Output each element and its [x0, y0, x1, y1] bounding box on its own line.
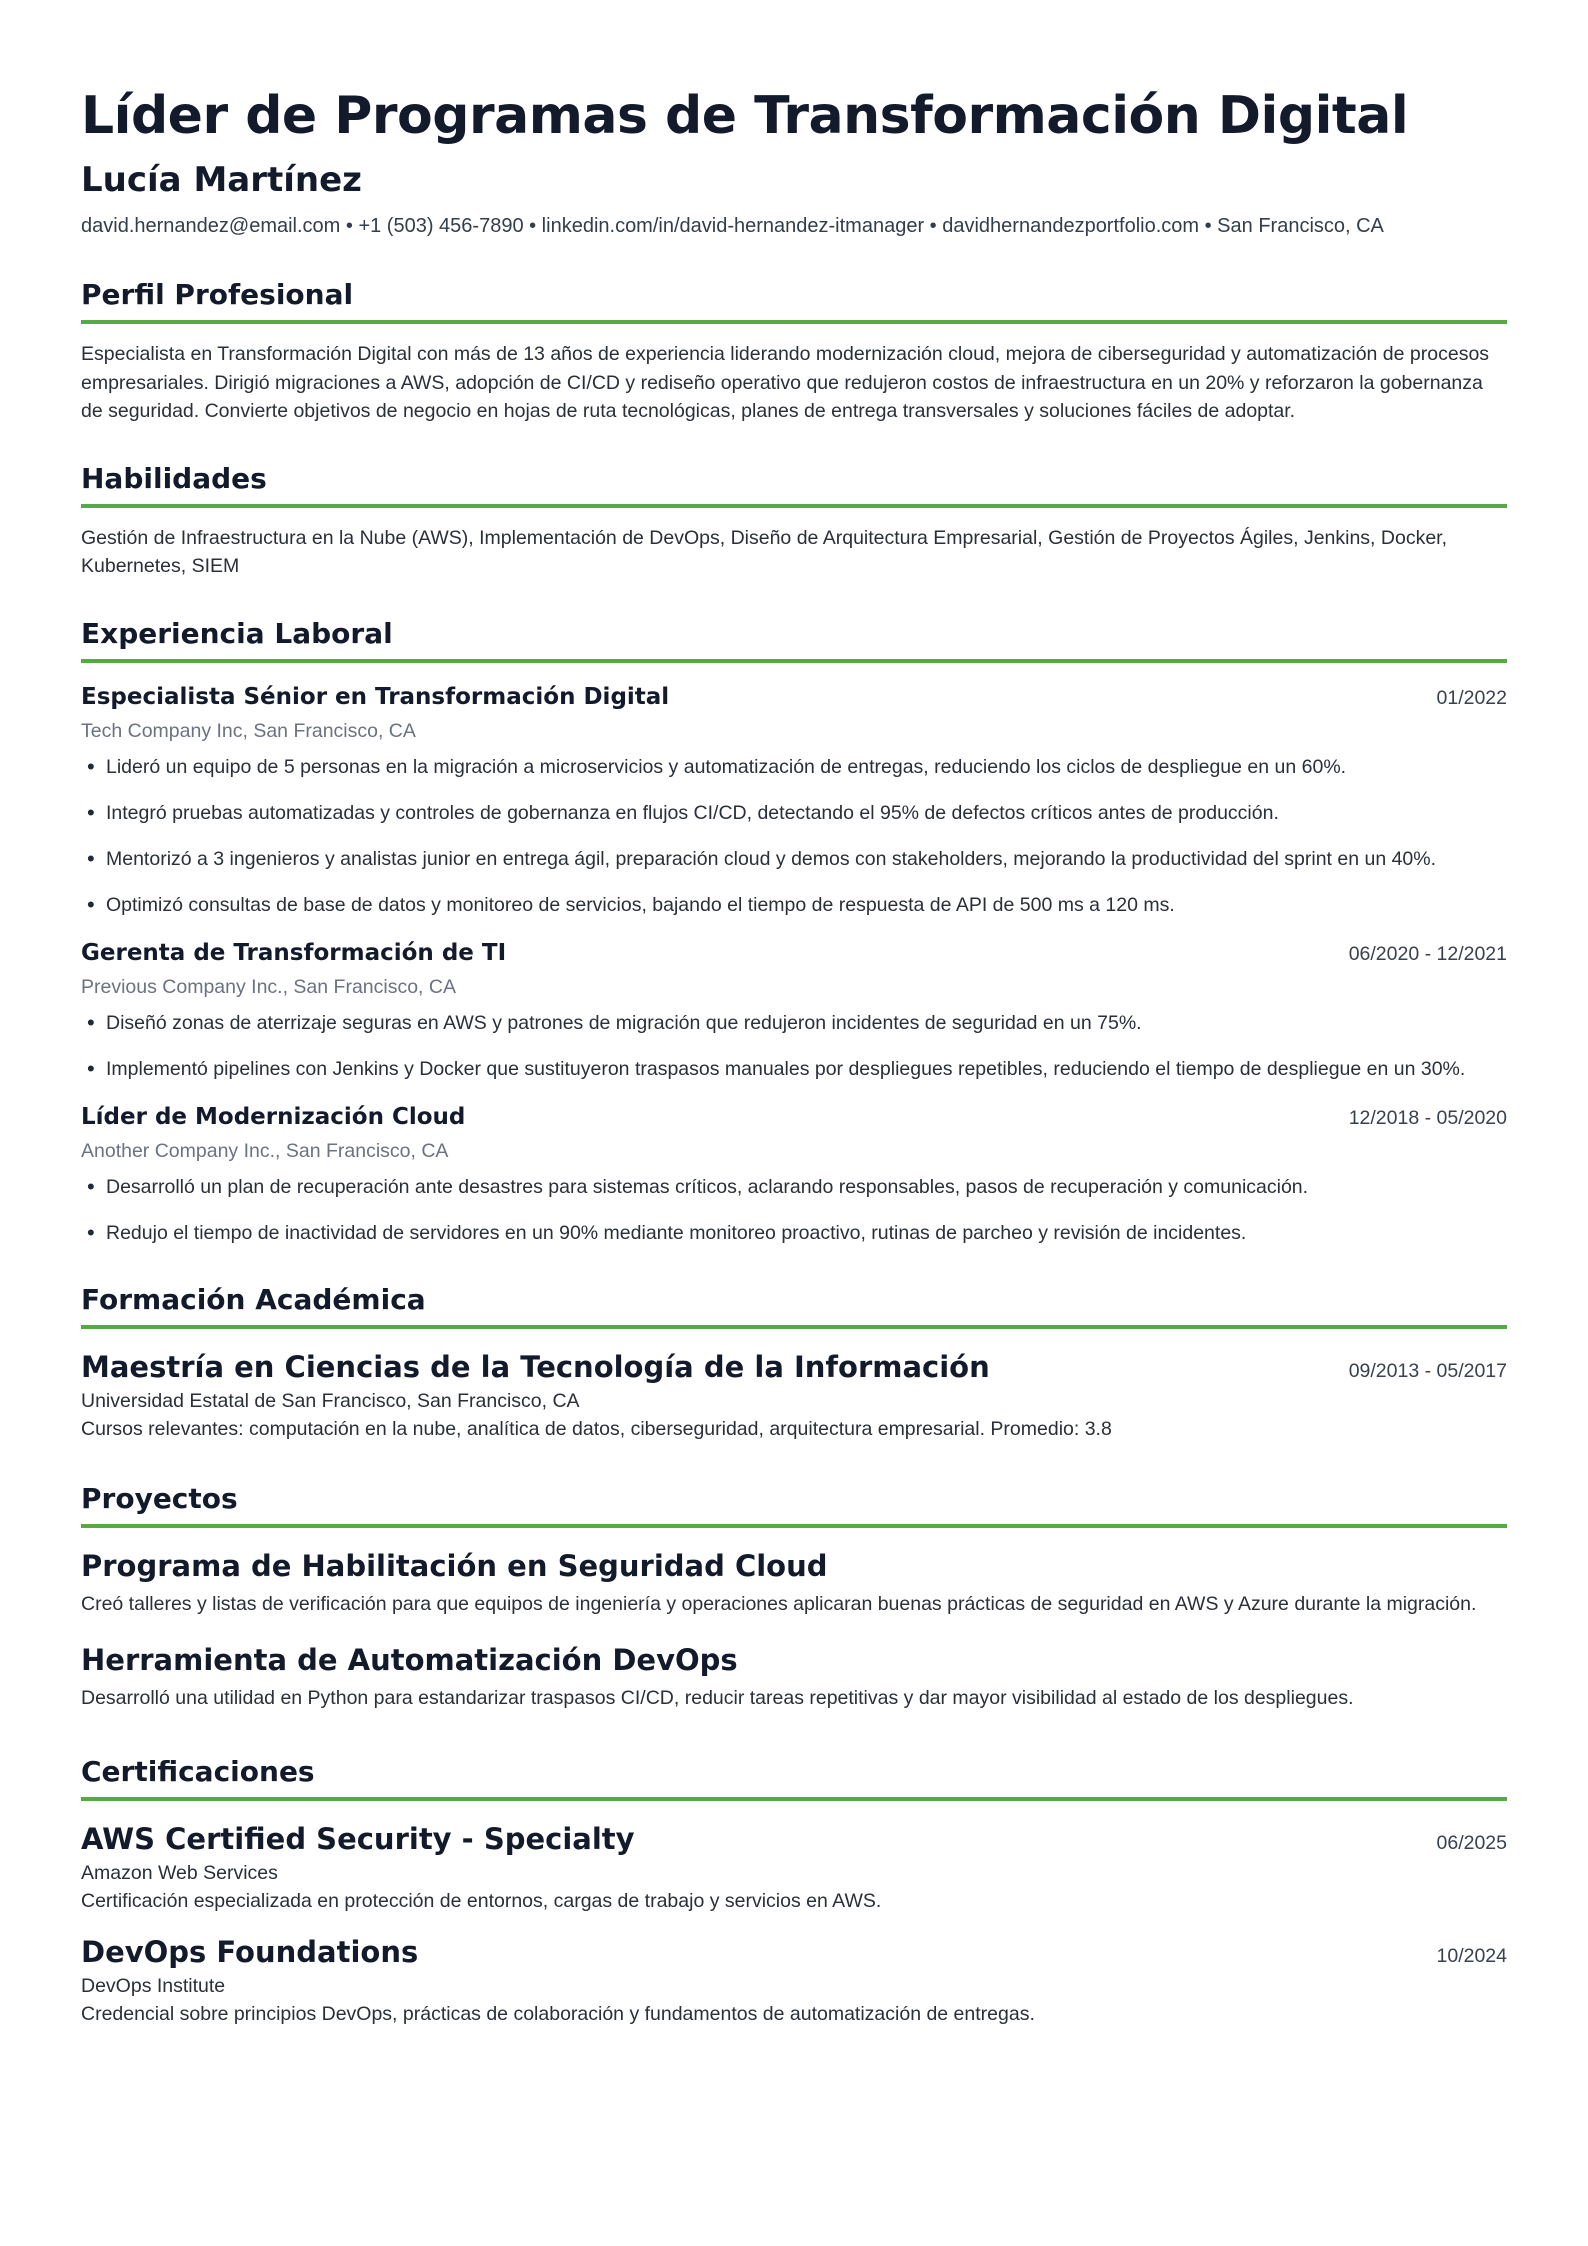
job-bullets	[81, 1009, 1507, 1083]
certification-issuer: DevOps Institute	[81, 1974, 226, 1997]
job-entry	[81, 1101, 1507, 1247]
certification-entry	[81, 1819, 1507, 1916]
education-details: Cursos relevantes: computación en la nube, analítica de datos, ciberseguridad, arquitectura empresarial. Promedio: 3.8	[81, 1418, 1112, 1440]
certification-desc: Certificación especializada en protección de entornos, cargas de trabajo y servicios en AWS.	[81, 1890, 882, 1912]
contact-line: david.hernandez@email.com • +1 (503) 456-7890 • linkedin.com/in/david-hernandez-itmanager • davidhernandezportfolio.com • San Francisco, CA	[81, 215, 1384, 237]
project-entry	[81, 1640, 1507, 1713]
job-bullet: • Mentorizó a 3 ingenieros y analistas junior en entrega ágil, preparación cloud y demos con stakeholders, mejorando la productividad del sprint en un 40%.	[81, 845, 1507, 873]
project-desc: Desarrolló una utilidad en Python para estandarizar traspasos CI/CD, reducir tareas repetitivas y dar mayor visibilidad al estado de los despliegues.	[81, 1687, 1354, 1709]
job-bullet: • Diseñó zonas de aterrizaje seguras en AWS y patrones de migración que redujeron incidentes de seguridad en un 75%.	[81, 1009, 1507, 1037]
job-company: Tech Company Inc, San Francisco, CA	[81, 719, 416, 742]
section-title-certifications: Certificaciones	[81, 1753, 1507, 1801]
job-bullet: • Desarrolló un plan de recuperación ante desastres para sistemas críticos, aclarando responsables, pasos de recuperación y comunicación.	[81, 1173, 1507, 1201]
job-company: Another Company Inc., San Francisco, CA	[81, 1139, 449, 1162]
section-title-experience: Experiencia Laboral	[81, 615, 1507, 663]
section-title-profile: Perfil Profesional	[81, 276, 1507, 324]
job-title: Especialista Sénior en Transformación Digital	[81, 683, 670, 710]
headline: Líder de Programas de Transformación Digital	[81, 86, 1409, 146]
project-name: Programa de Habilitación en Seguridad Cloud	[81, 1548, 828, 1583]
education-section	[81, 1281, 1507, 1444]
resume-header	[81, 82, 1507, 240]
certification-date: 10/2024	[1436, 1944, 1507, 1967]
project-desc: Creó talleres y listas de verificación para que equipos de ingeniería y operaciones aplicaran buenas prácticas de seguridad en AWS y Azure durante la migración.	[81, 1592, 1477, 1615]
job-bullet: • Redujo el tiempo de inactividad de servidores en un 90% mediante monitoreo proactivo, rutinas de parcheo y revisión de incidentes.	[81, 1219, 1507, 1247]
job-date: 01/2022	[1436, 686, 1507, 709]
job-bullets	[81, 1173, 1507, 1247]
job-bullet: • Lideró un equipo de 5 personas en la migración a microservicios y automatización de entregas, reduciendo los ciclos de despliegue en un 60%.	[81, 753, 1507, 781]
certification-desc: Credencial sobre principios DevOps, prácticas de colaboración y fundamentos de automatización de entregas.	[81, 2003, 1035, 2025]
experience-section	[81, 615, 1507, 1247]
education-date: 09/2013 - 05/2017	[1348, 1359, 1507, 1382]
certification-name: AWS Certified Security - Specialty	[81, 1821, 635, 1856]
job-title: Líder de Modernización Cloud	[81, 1103, 466, 1130]
skills-section	[81, 460, 1507, 581]
education-entry	[81, 1347, 1507, 1444]
job-company: Previous Company Inc., San Francisco, CA	[81, 975, 456, 998]
job-title: Gerenta de Transformación de TI	[81, 939, 507, 966]
skills-text: Gestión de Infraestructura en la Nube (AWS), Implementación de DevOps, Diseño de Arquitectura Empresarial, Gestión de Proyectos Ágiles, Jenkins, Docker, Kubernetes, SIEM	[81, 526, 1447, 577]
certification-date: 06/2025	[1436, 1831, 1507, 1854]
school-name: Universidad Estatal de San Francisco, San Francisco, CA	[81, 1389, 580, 1412]
certification-issuer: Amazon Web Services	[81, 1861, 278, 1884]
degree-title: Maestría en Ciencias de la Tecnología de la Información	[81, 1349, 990, 1384]
project-entry	[81, 1546, 1507, 1619]
job-entry	[81, 681, 1507, 919]
section-title-education: Formación Académica	[81, 1281, 1507, 1329]
projects-section	[81, 1480, 1507, 1713]
certification-name: DevOps Foundations	[81, 1934, 419, 1969]
project-name: Herramienta de Automatización DevOps	[81, 1643, 738, 1677]
job-bullet: • Implementó pipelines con Jenkins y Docker que sustituyeron traspasos manuales por despliegues repetibles, reduciendo el tiempo de despliegue en un 30%.	[81, 1055, 1507, 1083]
job-entry	[81, 937, 1507, 1083]
profile-text: Especialista en Transformación Digital con más de 13 años de experiencia liderando modernización cloud, mejora de ciberseguridad y automatización de procesos empresariales. Dirigió migraciones a AWS, adopción de CI/CD y rediseño operativo que redujeron costos de infraestructura en un 20% y reforzaron la gobernanza de seguridad. Convierte objetivos de negocio en hojas de ruta tecnológicas, planes de entrega transversales y soluciones fáciles de adoptar.	[81, 343, 1490, 422]
certifications-section	[81, 1753, 1507, 2029]
section-title-projects: Proyectos	[81, 1480, 1507, 1528]
candidate-name: Lucía Martínez	[81, 160, 362, 200]
job-bullet: • Optimizó consultas de base de datos y monitoreo de servicios, bajando el tiempo de respuesta de API de 500 ms a 120 ms.	[81, 891, 1507, 919]
profile-section	[81, 276, 1507, 426]
job-bullet: • Integró pruebas automatizadas y controles de gobernanza en flujos CI/CD, detectando el 95% de defectos críticos antes de producción.	[81, 799, 1507, 827]
section-title-skills: Habilidades	[81, 460, 1507, 508]
job-date: 12/2018 - 05/2020	[1348, 1106, 1507, 1129]
certification-entry	[81, 1932, 1507, 2029]
job-bullets	[81, 753, 1507, 919]
job-date: 06/2020 - 12/2021	[1348, 942, 1507, 965]
